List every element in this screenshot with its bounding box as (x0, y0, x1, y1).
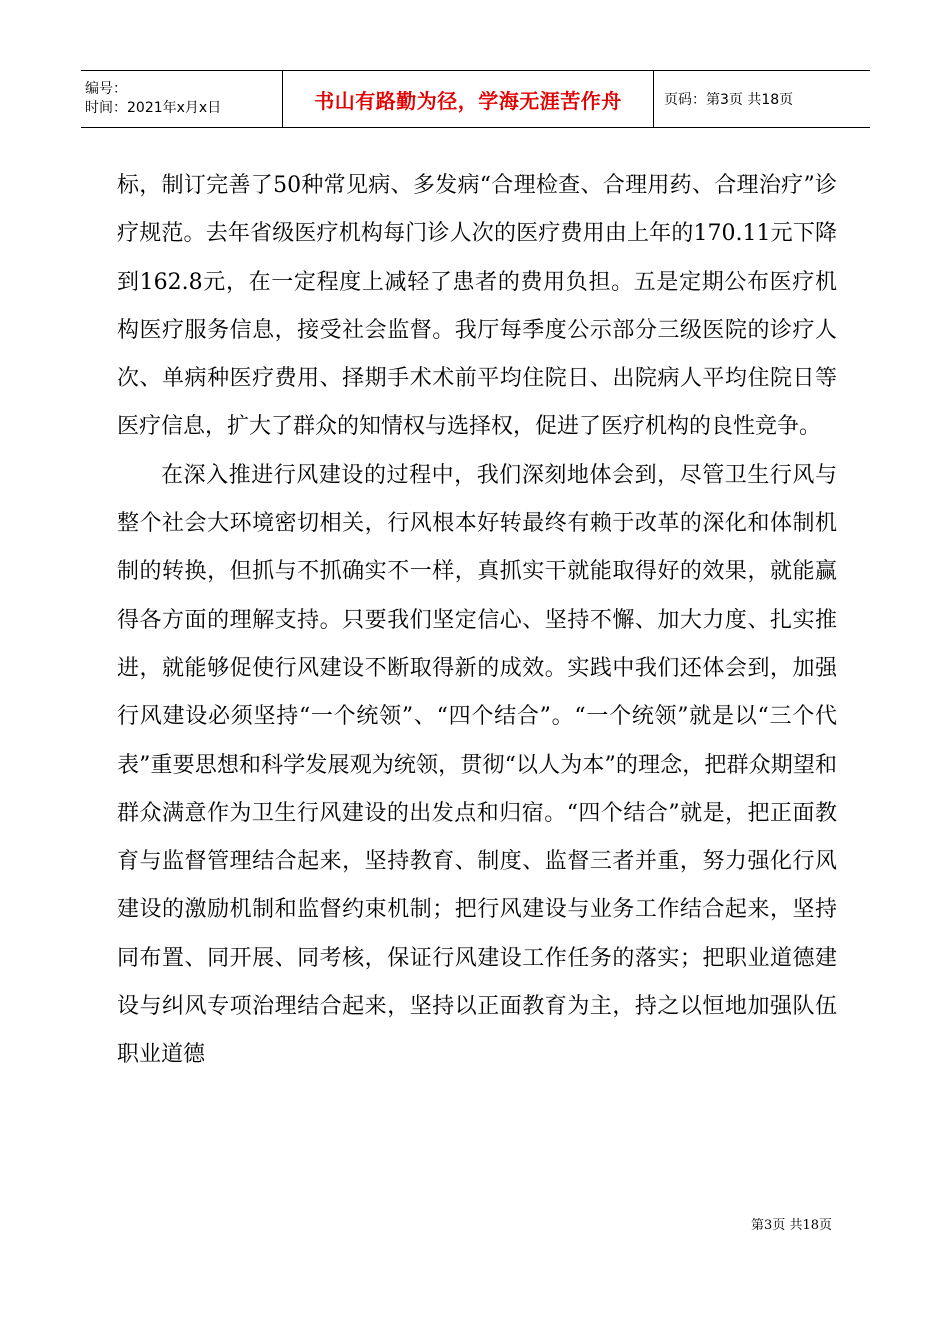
header-motto: 书山有路勤为径，学海无涯苦作舟 (314, 88, 622, 113)
time-label: 时间：2021年x月x日 (85, 100, 222, 116)
header-motto-cell (282, 71, 654, 127)
paragraph-1: 标，制订完善了50种常见病、多发病“合理检查、合理用药、合理治疗”诊疗规范。去年省级医疗机构每门诊人次的医疗费用由上年的170.11元下降到162.8元，在一定程度上减轻了患者的费用负担。五是定期公布医疗机构医疗服务信息，接受社会监督。我厅每季度公示部分三级医院的诊疗人次、单病种医疗费用、择期手术术前平均住院日、出院病人平均住院日等医疗信息，扩大了群众的知情权与选择权，促进了医疗机构的良性竞争。 (117, 173, 837, 440)
page-footer: 第3页 共18页 (751, 1218, 832, 1233)
header-page-info: 页码：第3页 共18页 (664, 92, 794, 108)
serial-number-label: 编号： (85, 81, 127, 97)
page-header (81, 70, 870, 128)
header-meta (81, 71, 282, 127)
paragraph-2: 在深入推进行风建设的过程中，我们深刻地体会到，尽管卫生行风与整个社会大环境密切相关，行风根本好转最终有赖于改革的深化和体制机制的转换，但抓与不抓确实不一样，真抓实干就能取得好的效果，就能赢得各方面的理解支持。只要我们坚定信心、坚持不懈、加大力度、扎实推进，就能够促使行风建设不断取得新的成效。实践中我们还体会到，加强行风建设必须坚持“一个统领”、“四个结合”。“一个统领”就是以“三个代表”重要思想和科学发展观为统领，贯彻“以人为本”的理念，把群众期望和群众满意作为卫生行风建设的出发点和归宿。“四个结合”就是，把正面教育与监督管理结合起来，坚持教育、制度、监督三者并重，努力强化行风建设的激励机制和监督约束机制；把行风建设与业务工作结合起来，坚持同布置、同开展、同考核，保证行风建设工作任务的落实；把职业道德建设与纠风专项治理结合起来，坚持以正面教育为主，持之以恒地加强队伍职业道德 (117, 462, 837, 1068)
document-body (117, 162, 837, 1080)
